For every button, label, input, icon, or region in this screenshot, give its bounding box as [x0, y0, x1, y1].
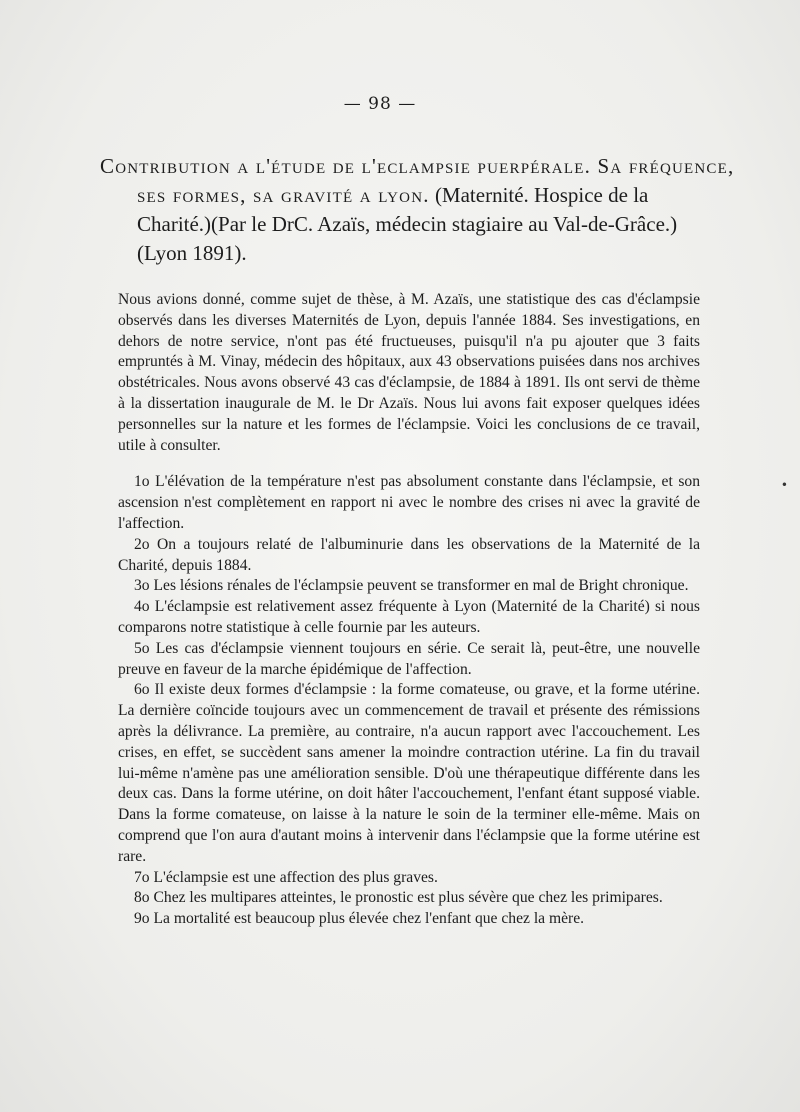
heading-line-1: Contribution a l'étude de l'eclampsie puerpérale. Sa fréquence,	[100, 154, 735, 178]
conclusion-3: 3o Les lésions rénales de l'éclampsie peuvent se transformer en mal de Bright chronique.	[134, 577, 689, 595]
margin-dot: •	[780, 478, 788, 492]
intro-paragraph: Nous avions donné, comme sujet de thèse, à M. Azaïs, une statistique des cas d'éclampsie observés dans les diverses Maternités de Lyon, depuis l'année 1884. Ses investigations, en dehors de notre service, n'ont pas été fructueuses, puisqu'il n'a pu ajouter que 3 faits empruntés à M. Vinay, médecin des hôpitaux, aux 43 observations puisées dans nos archives obstétricales. Nous avons observé 43 cas d'éclampsie, de 1884 à 1891. Ils ont servi de thème à la dissertation inaugurale de M. le Dr Azaïs. Nous lui avons fait exposer quelques idées personnelles sur la nature et les formes de l'éclampsie. Voici les conclusions de ce travail, utile à consulter.	[118, 291, 700, 454]
heading-line-2-rest: (Maternité. Hospice de la	[434, 183, 649, 207]
article-body	[118, 290, 700, 930]
conclusion-6: 6o Il existe deux formes d'éclampsie : la forme comateuse, ou grave, et la forme utérine. La dernière coïncide toujours avec un commencement de travail et présente des rémissions après la délivrance. La première, au contraire, n'a aucun rapport avec l'accouchement. Les crises, en effet, se succèdent sans amener la moindre contraction utérine. La fin du travail lui-même n'amène pas une amélioration sensible. D'où une thérapeutique différente dans les deux cas. Dans la forme utérine, on doit hâter l'accouchement, l'enfant étant supposé viable. Dans la forme comateuse, on laisse à la nature le soin de la terminer elle-même. Mais on comprend que l'on aura d'autant moins à intervenir dans l'éclampsie que la forme utérine est rare.	[118, 681, 700, 865]
heading-line-3: Charité.)(Par le DrC. Azaïs, médecin stagiaire au Val-de-Grâce.)	[137, 212, 678, 236]
conclusion-7: 7o L'éclampsie est une affection des plus graves.	[134, 868, 438, 886]
heading-line-4: (Lyon 1891).	[137, 241, 247, 265]
heading-line-2-smallcaps: ses formes, sa gravité a lyon.	[137, 183, 430, 207]
conclusion-1: 1o L'élévation de la température n'est pas absolument constante dans l'éclampsie, et son ascension n'est complètement en rapport ni avec le nombre des crises ni avec la gravité de l'affection.	[118, 473, 700, 532]
conclusion-8: 8o Chez les multipares atteintes, le pronostic est plus sévère que chez les primipares.	[134, 889, 663, 907]
conclusion-2: 2o On a toujours relaté de l'albuminurie dans les observations de la Maternité de la Charité, depuis 1884.	[118, 535, 700, 574]
page-number: — 98 —	[343, 94, 417, 114]
heading-line-2	[100, 181, 712, 210]
conclusion-5: 5o Les cas d'éclampsie viennent toujours en série. Ce serait là, peut-être, une nouvelle preuve en faveur de la marche épidémique de l'affection.	[118, 639, 700, 678]
conclusion-9: 9o La mortalité est beaucoup plus élevée chez l'enfant que chez la mère.	[134, 910, 585, 928]
conclusion-4: 4o L'éclampsie est relativement assez fréquente à Lyon (Maternité de la Charité) si nous comparons notre statistique à celle fournie par les auteurs.	[118, 598, 700, 636]
article-heading	[100, 152, 735, 268]
